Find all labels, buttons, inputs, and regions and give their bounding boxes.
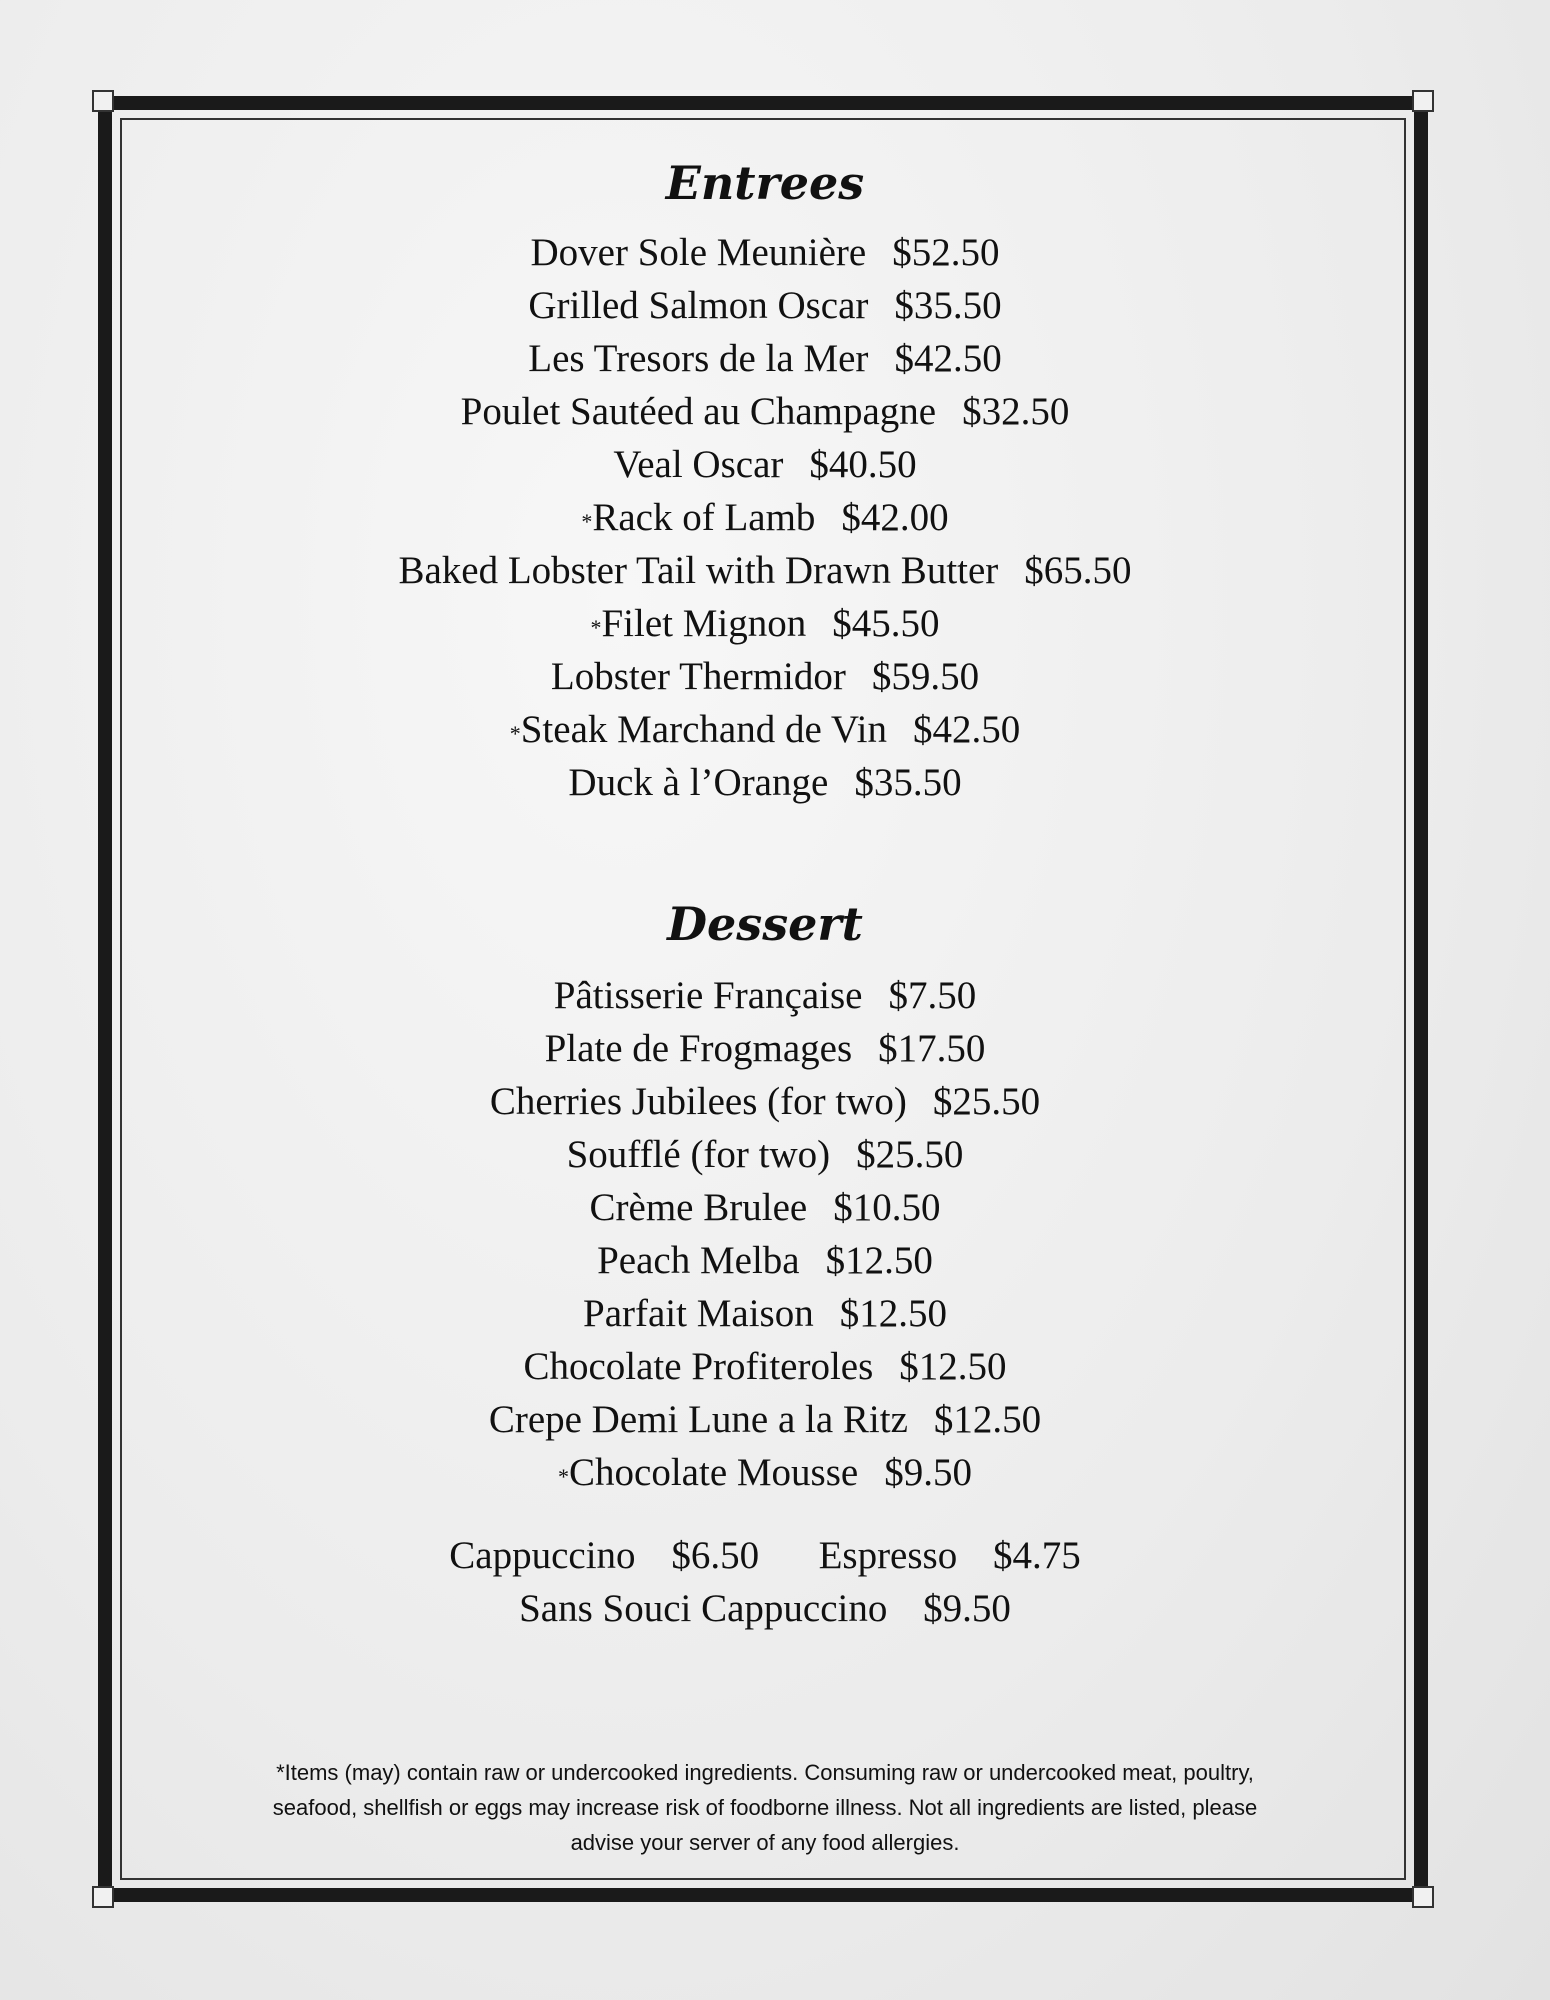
disclaimer-line-1: *Items (may) contain raw or undercooked ingredients. Consuming raw or undercooked meat, poultry, — [276, 1760, 1254, 1785]
menu-item-name: Baked Lobster Tail with Drawn Butter — [398, 549, 999, 592]
raw-ingredient-marker: * — [590, 615, 602, 640]
cappuccino-price: $6.50 — [671, 1534, 760, 1577]
menu-item — [140, 1287, 1390, 1340]
menu-item-name: Parfait Maison — [583, 1292, 814, 1335]
menu-item-price: $35.50 — [894, 284, 1002, 327]
beverages-section — [140, 1529, 1390, 1635]
sans-souci-name: Sans Souci Cappuccino — [519, 1587, 888, 1630]
menu-item — [140, 226, 1390, 279]
raw-ingredient-marker: * — [509, 721, 521, 746]
menu-item-name: Soufflé (for two) — [566, 1133, 831, 1176]
cappuccino-name: Cappuccino — [449, 1534, 636, 1577]
menu-item — [140, 703, 1390, 756]
menu-item — [140, 438, 1390, 491]
menu-item-price: $32.50 — [962, 390, 1070, 433]
menu-item — [140, 385, 1390, 438]
menu-item-name: Rack of Lamb — [592, 496, 816, 539]
menu-item — [140, 544, 1390, 597]
menu-item — [140, 969, 1390, 1022]
menu-item — [140, 332, 1390, 385]
menu-item-price: $12.50 — [899, 1345, 1007, 1388]
menu-item-price: $10.50 — [833, 1186, 941, 1229]
menu-content — [140, 156, 1390, 1635]
menu-item-price: $65.50 — [1024, 549, 1132, 592]
menu-item — [140, 1128, 1390, 1181]
menu-item-price: $9.50 — [884, 1451, 972, 1494]
menu-item-price: $35.50 — [854, 761, 962, 804]
sans-souci-price: $9.50 — [923, 1587, 1011, 1630]
menu-item-price: $42.50 — [894, 337, 1002, 380]
entrees-heading: Entrees — [665, 156, 865, 210]
beverage-row-sans-souci — [140, 1582, 1390, 1635]
entrees-list — [140, 226, 1390, 809]
menu-item-name: Chocolate Mousse — [569, 1451, 859, 1494]
menu-item-name: Dover Sole Meunière — [530, 231, 867, 274]
menu-item-name: Filet Mignon — [601, 602, 807, 645]
menu-item — [140, 756, 1390, 809]
menu-item-price: $59.50 — [871, 655, 980, 698]
beverage-row-coffee — [140, 1529, 1390, 1582]
menu-item-price: $25.50 — [932, 1080, 1041, 1123]
menu-item-name: Cherries Jubilees (for two) — [489, 1080, 907, 1123]
menu-item-price: $42.00 — [841, 496, 949, 539]
menu-item — [140, 1234, 1390, 1287]
disclaimer-line-3: advise your server of any food allergies. — [570, 1830, 960, 1855]
menu-item-name: Pâtisserie Française — [553, 974, 863, 1017]
dessert-heading: Dessert — [667, 897, 863, 951]
menu-item — [140, 1075, 1390, 1128]
menu-item — [140, 1340, 1390, 1393]
menu-item-price: $12.50 — [933, 1398, 1042, 1441]
menu-item-price: $12.50 — [839, 1292, 947, 1335]
menu-item-price: $17.50 — [878, 1027, 986, 1070]
menu-item-name: Crepe Demi Lune a la Ritz — [488, 1398, 908, 1441]
menu-item — [140, 1181, 1390, 1234]
menu-item — [140, 1022, 1390, 1075]
menu-item — [140, 1393, 1390, 1446]
espresso-name: Espresso — [818, 1534, 958, 1577]
menu-item-price: $7.50 — [888, 974, 977, 1017]
menu-item-name: Les Tresors de la Mer — [528, 337, 869, 380]
border-corner-bottom-left — [92, 1886, 114, 1908]
menu-item-name: Poulet Sautéed au Champagne — [460, 390, 937, 433]
menu-item — [140, 279, 1390, 332]
menu-item-price: $40.50 — [809, 443, 917, 486]
menu-item-price: $42.50 — [913, 708, 1021, 751]
border-corner-top-right — [1412, 90, 1434, 112]
border-corner-bottom-right — [1412, 1886, 1434, 1908]
menu-item — [140, 650, 1390, 703]
menu-item-name: Veal Oscar — [613, 443, 784, 486]
menu-item-price: $12.50 — [825, 1239, 933, 1282]
dessert-list — [140, 969, 1390, 1499]
menu-item — [140, 597, 1390, 650]
menu-item-name: Chocolate Profiteroles — [523, 1345, 874, 1388]
raw-ingredient-marker: * — [558, 1464, 570, 1489]
raw-ingredient-marker: * — [581, 509, 593, 534]
menu-item-name: Grilled Salmon Oscar — [528, 284, 869, 327]
menu-item-name: Plate de Frogmages — [544, 1027, 853, 1070]
menu-item-price: $25.50 — [856, 1133, 964, 1176]
espresso-price: $4.75 — [992, 1534, 1081, 1577]
menu-item — [140, 1446, 1390, 1499]
menu-item-price: $45.50 — [832, 602, 940, 645]
menu-item — [140, 491, 1390, 544]
menu-item-name: Lobster Thermidor — [550, 655, 846, 698]
allergy-disclaimer — [170, 1755, 1360, 1860]
menu-item-name: Steak Marchand de Vin — [520, 708, 887, 751]
border-corner-top-left — [92, 90, 114, 112]
menu-item-name: Duck à l’Orange — [568, 761, 829, 804]
menu-item-name: Peach Melba — [597, 1239, 800, 1282]
disclaimer-line-2: seafood, shellfish or eggs may increase risk of foodborne illness. Not all ingredients are listed, please — [272, 1795, 1258, 1820]
menu-item-name: Crème Brulee — [589, 1186, 808, 1229]
menu-item-price: $52.50 — [892, 231, 1000, 274]
